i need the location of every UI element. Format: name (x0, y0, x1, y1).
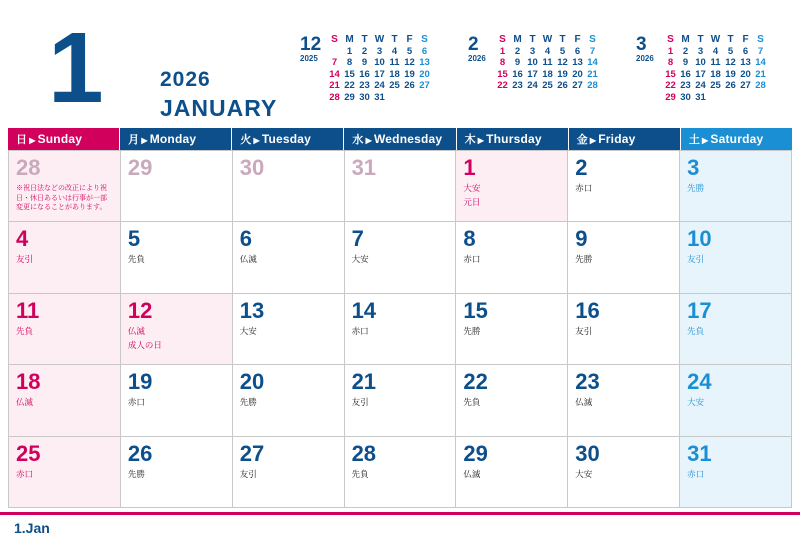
rokuyo-label: 友引 (16, 254, 34, 265)
rokuyo-label: 赤口 (127, 397, 145, 408)
mini-calendar-day: 14 (755, 57, 766, 69)
rokuyo-label: 友引 (239, 468, 257, 479)
calendar-day-cell[interactable] (456, 151, 568, 222)
rokuyo-label: 赤口 (687, 468, 705, 479)
mini-calendar-day: 5 (406, 45, 413, 57)
calendar-day-cell[interactable] (233, 365, 345, 436)
mini-calendar-dow: S (667, 34, 674, 46)
rokuyo-label: 仏滅 (575, 397, 593, 408)
mini-calendar-year-label: 2026 (468, 54, 486, 63)
mini-calendar-table (495, 34, 600, 103)
mini-calendar-day (753, 92, 768, 104)
calendar-day-cell[interactable] (121, 437, 233, 508)
day-number: 7 (351, 226, 364, 252)
mini-calendar-day: 13 (740, 57, 751, 69)
day-number: 14 (351, 297, 377, 323)
page-title-year: 2026 (160, 68, 211, 91)
mini-calendar-month-label: 2 (468, 34, 479, 55)
mini-calendar-dow: T (559, 34, 566, 46)
mini-calendar-dow: F (742, 34, 749, 46)
mini-calendar-day: 4 (544, 45, 551, 57)
calendar-day-cell[interactable] (680, 222, 792, 293)
rokuyo-label: 先負 (351, 468, 369, 479)
calendar-day-cell[interactable] (233, 222, 345, 293)
mini-calendar-day (327, 46, 342, 58)
day-number: 13 (239, 297, 265, 323)
calendar-day-cell[interactable] (456, 222, 568, 293)
holiday-event-label: 成人の日 (127, 339, 162, 350)
calendar-day-cell[interactable] (121, 294, 233, 365)
mini-calendar-day: 30 (680, 91, 691, 103)
mini-calendar-day: 24 (374, 80, 385, 92)
weekday-en: Sunday (37, 132, 83, 146)
weekday-jp: 月 (128, 134, 140, 146)
mini-calendar-day (525, 92, 540, 104)
mini-calendar-day: 18 (710, 68, 721, 80)
day-number: 11 (16, 297, 40, 323)
mini-calendar-dow: W (374, 34, 385, 46)
weekday-header-mon (119, 128, 231, 150)
mini-calendar-day: 12 (557, 57, 568, 69)
mini-calendar-year-label: 2026 (636, 54, 654, 63)
weekday-en: Wednesday (373, 132, 443, 146)
mini-calendar-dow: M (513, 34, 522, 46)
calendar-day-cell[interactable] (121, 151, 233, 222)
weekday-en: Thursday (486, 132, 542, 146)
mini-calendar-day: 17 (374, 68, 385, 80)
rokuyo-label: 友引 (687, 254, 705, 265)
weekday-header-fri (568, 128, 680, 150)
mini-calendar-day: 26 (404, 80, 415, 92)
mini-calendar-day: 7 (331, 57, 338, 69)
mini-calendar-day: 25 (542, 80, 553, 92)
rokuyo-label: 大安 (687, 397, 705, 408)
weekday-jp: 火 (240, 134, 252, 146)
mini-calendar-day (585, 92, 600, 104)
mini-calendar-day: 19 (404, 68, 415, 80)
rokuyo-label: 仏滅 (463, 468, 481, 479)
mini-calendar-dow: T (529, 34, 536, 46)
calendar-day-cell[interactable] (345, 365, 457, 436)
weekday-en: Saturday (710, 132, 764, 146)
mini-calendar-day: 28 (587, 80, 598, 92)
page-title-month-en: JANUARY (160, 95, 278, 121)
mini-calendar-day: 29 (344, 91, 355, 103)
mini-calendar-dow: M (345, 34, 354, 46)
mini-calendar-dow: S (499, 34, 506, 46)
day-number: 26 (127, 440, 153, 466)
day-number: 24 (687, 369, 712, 395)
rokuyo-label: 赤口 (575, 183, 593, 193)
mini-calendar-day (540, 92, 555, 104)
mini-calendar-dow: S (589, 34, 596, 46)
rokuyo-label: 赤口 (351, 325, 369, 336)
calendar-day-cell[interactable] (680, 151, 792, 222)
mini-calendar-day: 2 (682, 45, 689, 57)
day-number: 2 (575, 155, 588, 180)
mini-calendar-day: 23 (359, 80, 370, 92)
calendar-day-cell[interactable] (345, 294, 457, 365)
rokuyo-label: 先負 (127, 254, 145, 265)
mini-calendar-day: 10 (695, 57, 706, 69)
calendar-day-cell[interactable] (680, 365, 792, 436)
weekday-jp: 土 (688, 134, 701, 146)
weekday-header-row (8, 128, 792, 150)
mini-calendar-day: 21 (587, 68, 598, 80)
mini-calendar-dow: T (727, 34, 734, 46)
mini-calendar-day: 6 (742, 45, 749, 57)
mini-calendar-day: 17 (527, 68, 538, 80)
day-number: 9 (575, 226, 588, 252)
calendar-grid (8, 150, 792, 508)
day-number: 28 (351, 440, 377, 466)
mini-calendar-month-label: 3 (636, 34, 647, 55)
mini-calendar-day: 4 (391, 45, 398, 57)
mini-calendar-day: 5 (559, 45, 566, 57)
mini-calendar-day: 1 (499, 45, 506, 57)
mini-calendar-day: 6 (421, 45, 428, 57)
day-number: 16 (575, 297, 600, 323)
mini-calendar-day: 23 (680, 80, 691, 92)
day-number: 15 (463, 297, 488, 323)
calendar-day-cell[interactable] (456, 365, 568, 436)
mini-calendar-dow: F (574, 34, 581, 46)
mini-calendar-day: 3 (529, 45, 536, 57)
day-number: 31 (687, 440, 712, 466)
mini-calendar-day: 6 (574, 45, 581, 57)
day-number: 27 (239, 440, 265, 466)
mini-calendar-day (555, 92, 570, 104)
mini-calendar-day: 1 (346, 45, 353, 57)
mini-calendar-dow: T (391, 34, 398, 46)
day-number: 19 (127, 369, 153, 395)
mini-calendar-day: 27 (740, 80, 751, 92)
calendar-day-cell[interactable] (680, 437, 792, 508)
mini-calendar-day (510, 92, 525, 104)
calendar-day-cell[interactable] (345, 437, 457, 508)
arrow-icon: ▶ (253, 136, 260, 145)
day-number: 30 (239, 155, 265, 180)
mini-calendar-dow: S (331, 34, 338, 46)
calendar-day-cell[interactable] (680, 294, 792, 365)
mini-calendar-day: 25 (710, 80, 721, 92)
footer-month-label: 1.Jan (14, 520, 50, 536)
rokuyo-label: 仏滅 (16, 397, 34, 408)
mini-calendar-day: 9 (682, 57, 689, 69)
mini-calendar-day: 16 (512, 68, 523, 80)
calendar-day-cell[interactable] (456, 437, 568, 508)
mini-calendar-dow: W (710, 34, 721, 46)
mini-calendar-day (708, 92, 723, 104)
mini-calendar-day: 28 (329, 91, 340, 103)
day-number: 5 (127, 226, 141, 252)
mini-calendar-day: 2 (514, 45, 521, 57)
weekday-header-wed (343, 128, 455, 150)
mini-calendar-day (738, 92, 753, 104)
mini-calendar-day: 18 (389, 68, 400, 80)
mini-calendar-day: 23 (512, 80, 523, 92)
mini-calendar-day: 10 (527, 57, 538, 69)
calendar-day-cell[interactable] (9, 365, 121, 436)
mini-calendar-day: 10 (374, 57, 385, 69)
mini-calendar-dow: F (406, 34, 413, 46)
mini-calendar-dow: S (421, 34, 428, 46)
day-number: 3 (687, 155, 700, 180)
mini-calendar-day: 17 (695, 68, 706, 80)
mini-calendar-day: 1 (667, 45, 674, 57)
arrow-icon: ▶ (29, 136, 36, 145)
mini-calendar-day: 19 (557, 68, 568, 80)
mini-calendar-day: 26 (557, 80, 568, 92)
mini-calendar-day (570, 92, 585, 104)
mini-calendar-day: 8 (499, 57, 506, 69)
day-number: 30 (575, 440, 600, 466)
mini-calendar-dow: S (757, 34, 764, 46)
mini-calendar-day: 15 (344, 68, 355, 80)
arrow-icon: ▶ (702, 136, 709, 145)
rokuyo-label: 赤口 (463, 254, 481, 265)
rokuyo-label: 大安 (239, 325, 257, 336)
day-number: 25 (16, 440, 41, 466)
mini-calendar-day: 13 (419, 57, 430, 69)
mini-calendar-month-label: 12 (300, 34, 322, 55)
weekday-jp: 水 (352, 134, 364, 146)
rokuyo-label: 先負 (687, 325, 705, 336)
mini-calendar-dow: M (681, 34, 690, 46)
arrow-icon: ▶ (477, 136, 485, 145)
weekday-jp: 木 (464, 134, 476, 146)
rokuyo-label: 友引 (575, 325, 593, 336)
mini-calendar-day: 25 (389, 80, 400, 92)
mini-calendar-day: 31 (374, 91, 385, 103)
mini-calendar-table (327, 34, 432, 103)
rokuyo-label: 先負 (463, 397, 481, 408)
rokuyo-label: 先勝 (239, 397, 257, 408)
mini-calendar-day: 3 (697, 45, 704, 57)
day-number: 29 (127, 155, 153, 180)
day-number: 23 (575, 369, 600, 395)
mini-calendar-day: 7 (757, 45, 764, 57)
page-title-month: 1 (48, 12, 102, 124)
rokuyo-label: 先勝 (687, 183, 705, 193)
mini-calendar-day: 22 (344, 80, 355, 92)
mini-calendar-day: 7 (589, 45, 596, 57)
mini-calendar-day: 4 (712, 45, 719, 57)
mini-calendar-day: 24 (695, 80, 706, 92)
mini-calendar-day: 5 (727, 45, 734, 57)
calendar-day-cell[interactable] (568, 151, 680, 222)
mini-calendar-day: 30 (359, 91, 370, 103)
arrow-icon: ▶ (141, 136, 148, 145)
rokuyo-label: 大安 (463, 183, 481, 193)
rokuyo-label: 大安 (575, 468, 593, 479)
mini-calendar-day: 20 (419, 68, 430, 80)
day-number: 18 (16, 369, 41, 395)
mini-calendar-day (723, 92, 738, 104)
weekday-header-sun (8, 128, 119, 150)
mini-calendar-day: 21 (755, 68, 766, 80)
mini-calendar-day (402, 92, 417, 104)
mini-calendar-day: 8 (346, 57, 353, 69)
day-number: 8 (463, 226, 476, 252)
calendar-day-cell[interactable] (568, 222, 680, 293)
calendar-day-cell[interactable] (233, 294, 345, 365)
mini-calendar-day: 31 (695, 91, 706, 103)
mini-calendar-day: 20 (572, 68, 583, 80)
mini-calendar-day (495, 92, 510, 104)
mini-calendar-day: 22 (665, 80, 676, 92)
mini-calendar-day: 14 (329, 68, 340, 80)
day-number: 28 (16, 155, 41, 180)
calendar-day-cell[interactable] (568, 437, 680, 508)
weekday-header-thu (456, 128, 568, 150)
mini-calendar-next (468, 34, 600, 103)
day-number: 12 (127, 297, 153, 323)
weekday-header-sat (680, 128, 792, 150)
mini-calendar-day: 16 (359, 68, 370, 80)
day-number: 6 (239, 226, 252, 252)
mini-calendar-prev (300, 34, 432, 103)
day-number: 10 (687, 226, 712, 252)
calendar-day-cell[interactable] (233, 437, 345, 508)
weekday-header-tue (231, 128, 343, 150)
mini-calendar-day: 27 (419, 80, 430, 92)
weekday-en: Monday (149, 132, 197, 146)
footer-bar (0, 515, 800, 556)
mini-calendar-table (663, 34, 768, 103)
mini-calendar-day: 15 (497, 68, 508, 80)
rokuyo-label: 先勝 (575, 254, 593, 265)
mini-calendar-day (417, 92, 432, 104)
mini-calendar-day: 11 (542, 57, 553, 69)
mini-calendar-day: 13 (572, 57, 583, 69)
mini-calendar-day: 18 (542, 68, 553, 80)
calendar-day-cell[interactable] (345, 222, 457, 293)
rokuyo-label: 先勝 (463, 325, 481, 336)
calendar-day-cell[interactable] (9, 437, 121, 508)
rokuyo-label: 友引 (351, 397, 369, 408)
weekday-en: Tuesday (261, 132, 312, 146)
mini-calendar-day: 21 (329, 80, 340, 92)
mini-calendar-day: 15 (665, 68, 676, 80)
rokuyo-label: 先勝 (127, 468, 145, 479)
rokuyo-label: 仏滅 (127, 325, 145, 336)
weekday-jp: 金 (576, 134, 588, 146)
calendar-day-cell[interactable] (568, 365, 680, 436)
mini-calendar-day: 16 (680, 68, 691, 80)
calendar-day-cell[interactable] (345, 151, 457, 222)
day-number: 20 (239, 369, 265, 395)
calendar-day-cell[interactable] (9, 151, 121, 222)
day-number: 21 (351, 369, 377, 395)
calendar-note: ※祝日法などの改正により祝日・休日あるいは行事が一部変更になることがあります。 (16, 185, 107, 211)
mini-calendar-day: 11 (389, 57, 400, 69)
mini-calendar-day: 22 (497, 80, 508, 92)
calendar-day-cell[interactable] (121, 365, 233, 436)
day-number: 4 (16, 226, 29, 252)
day-number: 31 (351, 155, 377, 180)
mini-calendar-day: 28 (755, 80, 766, 92)
rokuyo-label: 先負 (16, 325, 34, 336)
mini-calendar-dow: T (361, 34, 368, 46)
mini-calendar-day: 24 (527, 80, 538, 92)
mini-calendar-day: 29 (665, 91, 676, 103)
rokuyo-label: 赤口 (16, 468, 34, 479)
mini-calendar-day: 3 (376, 45, 383, 57)
mini-calendar-dow: T (697, 34, 704, 46)
rokuyo-label: 仏滅 (239, 254, 257, 265)
calendar-day-cell[interactable] (121, 222, 233, 293)
weekday-jp: 日 (16, 134, 28, 146)
calendar-day-cell[interactable] (456, 294, 568, 365)
mini-calendar-next2 (636, 34, 768, 103)
calendar-header (0, 0, 800, 128)
weekday-en: Friday (598, 132, 636, 146)
calendar-day-cell[interactable] (568, 294, 680, 365)
calendar-day-cell[interactable] (233, 151, 345, 222)
mini-calendar-day (387, 92, 402, 104)
mini-calendar-day: 9 (361, 57, 368, 69)
day-number: 29 (463, 440, 488, 466)
arrow-icon: ▶ (365, 136, 372, 145)
mini-calendar-day: 27 (572, 80, 583, 92)
mini-calendar-year-label: 2025 (300, 54, 318, 63)
mini-calendar-dow: W (542, 34, 553, 46)
mini-calendar-day: 8 (667, 57, 674, 69)
day-number: 1 (463, 155, 476, 180)
mini-calendar-day: 12 (725, 57, 736, 69)
day-number: 17 (687, 297, 712, 323)
mini-calendar-day: 9 (514, 57, 521, 69)
calendar-day-cell[interactable] (9, 294, 121, 365)
holiday-event-label: 元日 (463, 197, 481, 207)
mini-calendar-day: 12 (404, 57, 415, 69)
day-number: 22 (463, 369, 488, 395)
mini-calendar-day: 14 (587, 57, 598, 69)
mini-calendar-day: 20 (740, 68, 751, 80)
mini-calendar-day: 2 (361, 45, 368, 57)
mini-calendar-day: 19 (725, 68, 736, 80)
calendar-day-cell[interactable] (9, 222, 121, 293)
mini-calendar-day: 11 (710, 57, 721, 69)
rokuyo-label: 大安 (351, 254, 369, 265)
arrow-icon: ▶ (589, 136, 597, 145)
mini-calendar-day: 26 (725, 80, 736, 92)
